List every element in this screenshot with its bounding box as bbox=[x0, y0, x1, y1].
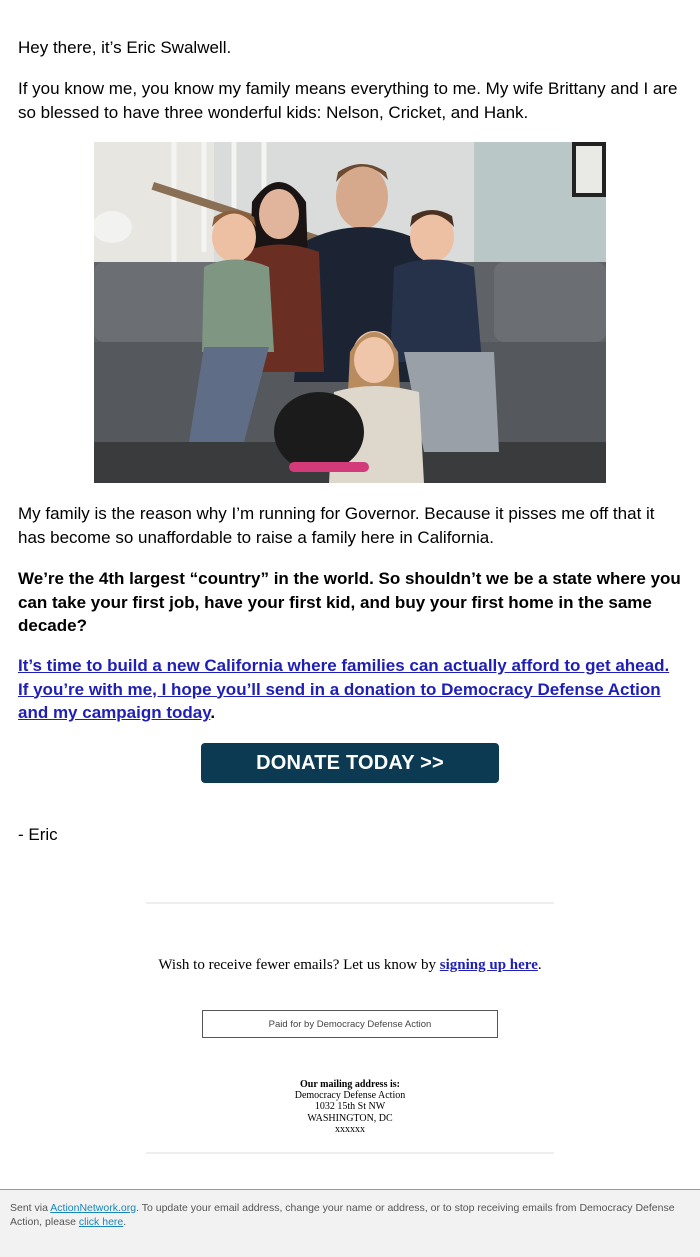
family-photo bbox=[94, 142, 606, 483]
mailing-line-3: WASHINGTON, DC bbox=[307, 1112, 393, 1124]
fewer-emails-text bbox=[0, 957, 700, 974]
country-paragraph: We’re the 4th largest “country” in the world. So shouldn’t we be a state where you can take your first job, have your first kid, and buy your first home in the same decade? bbox=[18, 569, 681, 635]
actionnetwork-link[interactable]: ActionNetwork.org bbox=[50, 1202, 137, 1214]
fewer-emails-suffix: . bbox=[537, 957, 542, 973]
mailing-address bbox=[0, 1079, 700, 1135]
donation-paragraph bbox=[18, 654, 682, 725]
reason-paragraph: My family is the reason why I’m running for Governor. Because it pisses me off that it has become so unaffordable to raise a family here in California. bbox=[18, 504, 655, 547]
footer-prefix: Sent via bbox=[10, 1202, 51, 1214]
mailing-line-4: xxxxxx bbox=[335, 1123, 365, 1135]
footer-suffix: . bbox=[123, 1216, 127, 1228]
signing-up-here-link[interactable]: signing up here bbox=[439, 957, 538, 973]
mailing-title: Our mailing address is: bbox=[300, 1079, 400, 1090]
donation-paragraph-period: . bbox=[210, 703, 216, 722]
divider-top bbox=[146, 902, 554, 904]
footer-middle: . To update your email address, change your name or address, or to stop receiving emails from Democracy Defense Action, please bbox=[10, 1202, 675, 1228]
fewer-emails-prefix: Wish to receive fewer emails? Let us know by bbox=[158, 957, 440, 973]
mailing-line-1: Democracy Defense Action bbox=[294, 1090, 406, 1102]
greeting-text: Hey there, it’s Eric Swalwell. bbox=[18, 38, 232, 57]
signoff-text: - Eric bbox=[18, 825, 58, 844]
donation-link[interactable]: It’s time to build a new California where families can actually afford to get ahead. If you’re with me, I hope you’ll send in a donation to Democracy Defense Action and my campaign today bbox=[18, 656, 670, 722]
paid-for-disclaimer bbox=[202, 1010, 498, 1038]
email-footer bbox=[0, 1189, 700, 1257]
paid-for-text: Paid for by Democracy Defense Action bbox=[268, 1018, 432, 1030]
divider-bottom bbox=[146, 1152, 554, 1154]
donate-today-button[interactable]: DONATE TODAY >> bbox=[201, 743, 499, 783]
click-here-link[interactable]: click here bbox=[78, 1216, 124, 1228]
mailing-line-2: 1032 15th St NW bbox=[314, 1101, 386, 1113]
intro-paragraph: If you know me, you know my family means everything to me. My wife Brittany and I are so blessed to have three wonderful kids: Nelson, Cricket, and Hank. bbox=[18, 79, 678, 122]
